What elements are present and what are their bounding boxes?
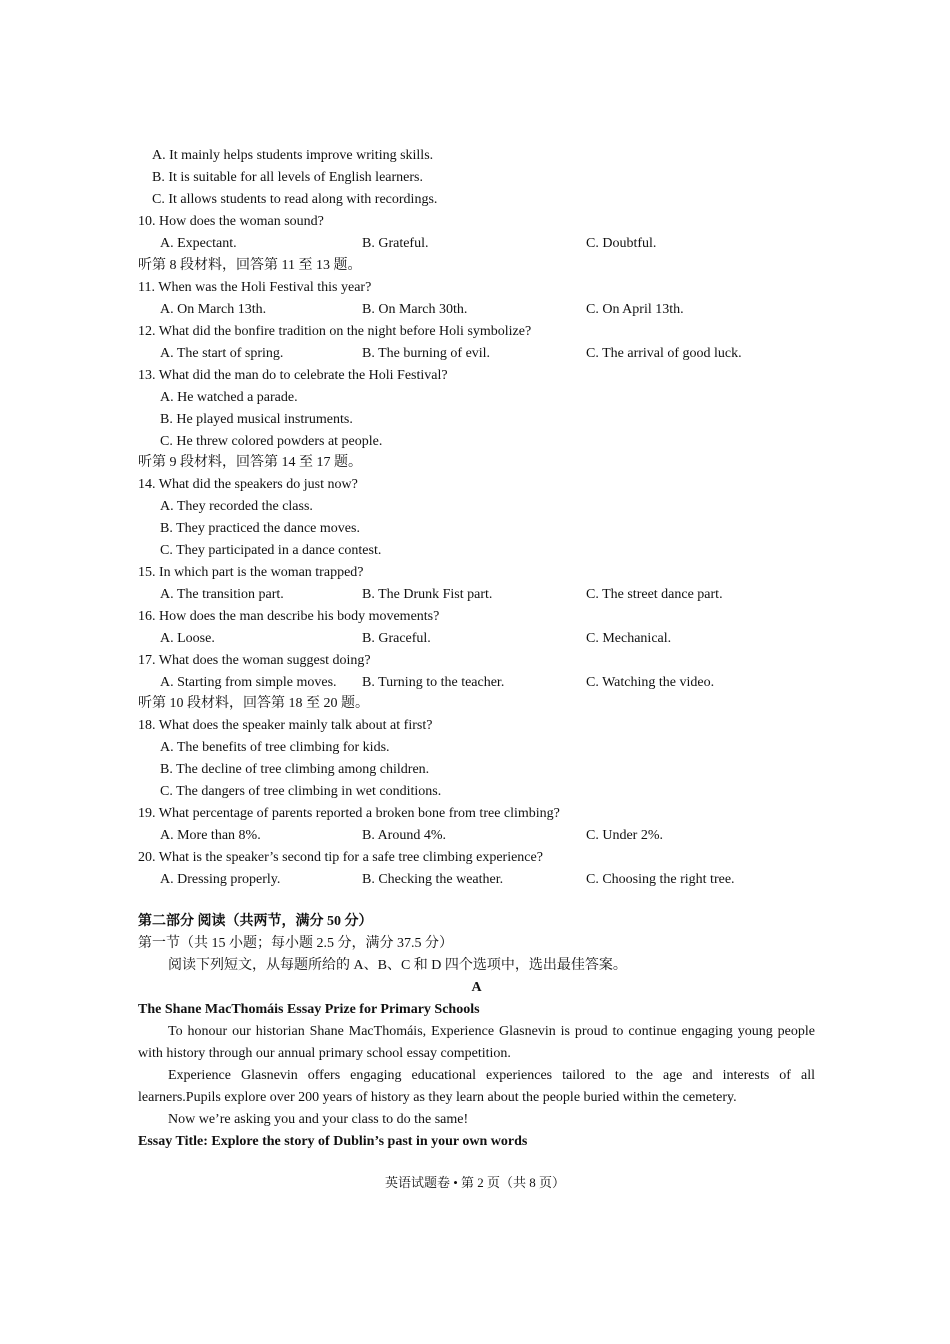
- option-b: B. The decline of tree climbing among children.: [160, 762, 430, 777]
- passage-letter: A: [471, 980, 482, 995]
- option-b: B. Grateful.: [362, 236, 429, 251]
- option-c: C. Mechanical.: [586, 631, 672, 646]
- option-b: B. On March 30th.: [362, 302, 468, 317]
- passage-paragraph-3: Now we’re asking you and your class to do the same!: [168, 1112, 469, 1127]
- option-c: C. Under 2%.: [586, 828, 663, 843]
- option-c: C. The street dance part.: [586, 587, 723, 602]
- question-stem: 17. What does the woman suggest doing?: [138, 653, 371, 668]
- option-c: C. On April 13th.: [586, 302, 684, 317]
- options-row: [138, 825, 815, 847]
- options-row: [138, 233, 815, 255]
- q9-option-a: A. It mainly helps students improve writing skills.: [152, 148, 434, 163]
- question-stem: 10. How does the woman sound?: [138, 214, 324, 229]
- option-a: A. Starting from simple moves.: [160, 675, 337, 690]
- essay-title: Essay Title: Explore the story of Dublin’s past in your own words: [138, 1134, 528, 1149]
- section-header: 听第 9 段材料，回答第 14 至 17 题。: [138, 455, 362, 470]
- question-stem: 12. What did the bonfire tradition on the night before Holi symbolize?: [138, 324, 532, 339]
- option-c: C. Doubtful.: [586, 236, 657, 251]
- option-b: B. The Drunk Fist part.: [362, 587, 493, 602]
- q9-option-c: C. It allows students to read along with recordings.: [152, 192, 438, 207]
- question-stem: 13. What did the man do to celebrate the Holi Festival?: [138, 368, 448, 383]
- part-title: 第二部分 阅读（共两节，满分 50 分）: [138, 914, 373, 929]
- question-stem: 16. How does the man describe his body movements?: [138, 609, 440, 624]
- option-a: A. He watched a parade.: [160, 390, 298, 405]
- section-header: 听第 8 段材料，回答第 11 至 13 题。: [138, 258, 362, 273]
- options-row: [138, 869, 815, 891]
- option-a: A. The transition part.: [160, 587, 284, 602]
- section-header: 听第 10 段材料，回答第 18 至 20 题。: [138, 696, 369, 711]
- passage-paragraph-1: To honour our historian Shane MacThomáis, Experience Glasnevin is proud to continue engaging young people with history through our annual primary school essay competition.: [138, 1024, 815, 1061]
- option-c: C. The arrival of good luck.: [586, 346, 742, 361]
- options-row: [138, 299, 815, 321]
- options-row: [138, 672, 815, 694]
- question-stem: 14. What did the speakers do just now?: [138, 477, 358, 492]
- question-stem: 20. What is the speaker’s second tip for a safe tree climbing experience?: [138, 850, 543, 865]
- question-stem: 18. What does the speaker mainly talk about at first?: [138, 718, 433, 733]
- option-c: C. Choosing the right tree.: [586, 872, 735, 887]
- page-footer: 英语试题卷 • 第 2 页（共 8 页）: [384, 1175, 566, 1190]
- q9-option-b: B. It is suitable for all levels of English learners.: [152, 170, 423, 185]
- option-a: A. The benefits of tree climbing for kids.: [160, 740, 390, 755]
- options-row: [138, 584, 815, 606]
- option-b: B. Around 4%.: [362, 828, 446, 843]
- question-stem: 11. When was the Holi Festival this year?: [138, 280, 372, 295]
- option-a: A. More than 8%.: [160, 828, 261, 843]
- option-c: C. Watching the video.: [586, 675, 715, 690]
- question-stem: 19. What percentage of parents reported a broken bone from tree climbing?: [138, 806, 560, 821]
- option-a: A. Loose.: [160, 631, 215, 646]
- option-c: C. The dangers of tree climbing in wet conditions.: [160, 784, 442, 799]
- option-a: A. The start of spring.: [160, 346, 284, 361]
- option-b: B. The burning of evil.: [362, 346, 491, 361]
- option-b: B. They practiced the dance moves.: [160, 521, 360, 536]
- options-row: [138, 343, 815, 365]
- passage-title: The Shane MacThomáis Essay Prize for Primary Schools: [138, 1002, 480, 1017]
- option-a: A. On March 13th.: [160, 302, 267, 317]
- part-subtitle: 第一节（共 15 小题；每小题 2.5 分，满分 37.5 分）: [138, 936, 453, 951]
- option-c: C. They participated in a dance contest.: [160, 543, 382, 558]
- question-stem: 15. In which part is the woman trapped?: [138, 565, 364, 580]
- option-b: B. Checking the weather.: [362, 872, 504, 887]
- option-a: A. They recorded the class.: [160, 499, 313, 514]
- option-a: A. Dressing properly.: [160, 872, 281, 887]
- part-instruction: 阅读下列短文，从每题所给的 A、B、C 和 D 四个选项中，选出最佳答案。: [168, 958, 627, 973]
- option-b: B. Turning to the teacher.: [362, 675, 505, 690]
- option-c: C. He threw colored powders at people.: [160, 434, 383, 449]
- passage-paragraph-2: Experience Glasnevin offers engaging educational experiences tailored to the age and interests of all learners.Pupils explore over 200 years of history as they learn about the people buried within the cemetery.: [138, 1068, 815, 1105]
- option-b: B. He played musical instruments.: [160, 412, 353, 427]
- option-a: A. Expectant.: [160, 236, 237, 251]
- option-b: B. Graceful.: [362, 631, 431, 646]
- options-row: [138, 628, 815, 650]
